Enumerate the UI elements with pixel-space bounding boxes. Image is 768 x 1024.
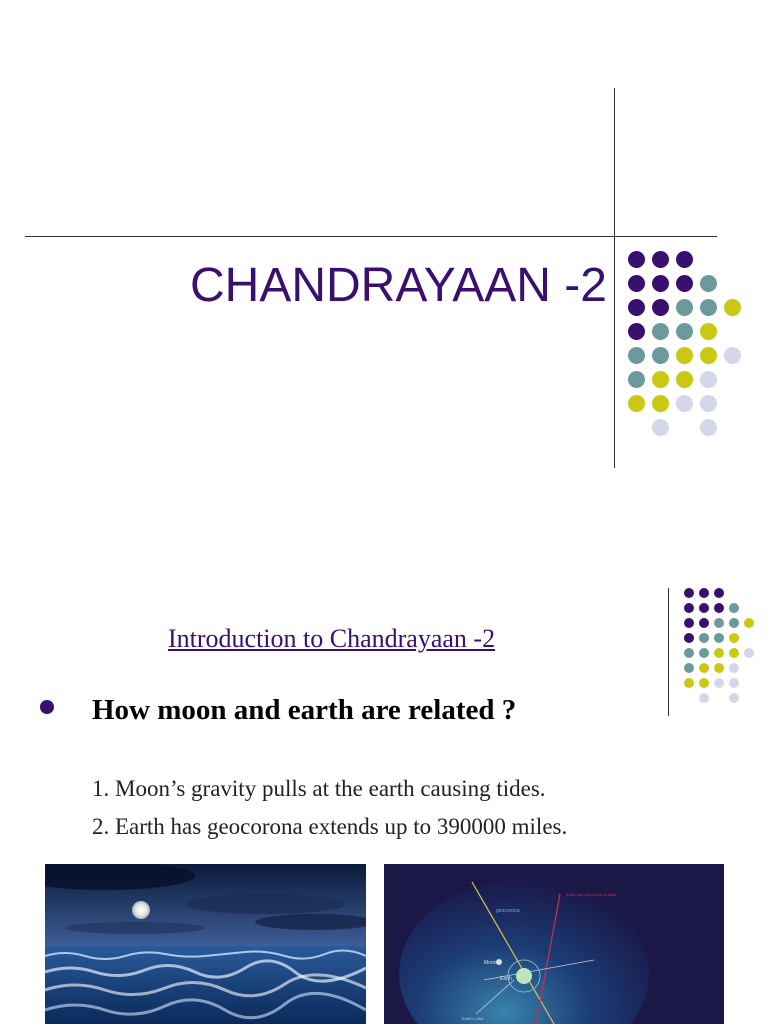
decorative-dot (628, 395, 645, 412)
decorative-dot-grid-large (0, 0, 768, 480)
diagram-label: geocorona (496, 908, 520, 914)
slide-title: CHANDRAYAAN -2 (190, 259, 607, 312)
decorative-dot (676, 395, 693, 412)
decorative-dot (729, 618, 739, 628)
decorative-dot (676, 275, 693, 292)
decorative-dot (724, 299, 741, 316)
decorative-dot (700, 371, 717, 388)
decorative-dot (700, 395, 717, 412)
decorative-dot (699, 678, 709, 688)
decorative-dot (714, 588, 724, 598)
decorative-dot (729, 648, 739, 658)
decorative-dot (729, 693, 739, 703)
decorative-dot (714, 633, 724, 643)
decorative-dot (699, 588, 709, 598)
decorative-dot (676, 323, 693, 340)
bullet-dot (40, 700, 54, 714)
decorative-dot (684, 633, 694, 643)
decorative-dot (714, 648, 724, 658)
decorative-dot (684, 678, 694, 688)
decorative-dot (700, 299, 717, 316)
decorative-dot (652, 419, 669, 436)
moon-icon (132, 901, 150, 919)
decorative-dot (729, 603, 739, 613)
decorative-dot (684, 603, 694, 613)
point-item: 2. Earth has geocorona extends up to 390000 miles. (92, 814, 568, 839)
decorative-dot (729, 678, 739, 688)
decorative-dot (652, 299, 669, 316)
decorative-dot (699, 663, 709, 673)
decorative-dot (700, 323, 717, 340)
ocean-moon-image (45, 864, 366, 1024)
decorative-dot (699, 633, 709, 643)
geocorona-diagram-image (384, 864, 724, 1024)
decorative-dot (684, 663, 694, 673)
diagram-label: Earth-sun-moon line of sight (566, 892, 617, 897)
decorative-dot (699, 648, 709, 658)
decorative-dot (729, 633, 739, 643)
question-heading: How moon and earth are related ? (92, 694, 517, 726)
diagram-label: Moon (484, 960, 497, 966)
section-heading: Introduction to Chandrayaan -2 (168, 624, 496, 653)
decorative-dot (714, 663, 724, 673)
decorative-dot (652, 371, 669, 388)
decorative-dot (628, 251, 645, 268)
decorative-dot (652, 275, 669, 292)
decorative-dot (676, 347, 693, 364)
decorative-dot (699, 603, 709, 613)
decorative-dot (700, 347, 717, 364)
decorative-dot (628, 275, 645, 292)
decorative-dot (714, 603, 724, 613)
decorative-dot (676, 371, 693, 388)
decorative-dot (744, 648, 754, 658)
decorative-dot (684, 588, 694, 598)
decorative-dot (714, 618, 724, 628)
decorative-dot (652, 395, 669, 412)
diagram-label: Earth's orbit (462, 1016, 484, 1021)
decorative-dot (628, 347, 645, 364)
diagram-label: Earth (500, 976, 512, 982)
decorative-dot (699, 693, 709, 703)
decorative-dot (652, 347, 669, 364)
decorative-dot (676, 299, 693, 316)
decorative-dot (684, 618, 694, 628)
decorative-dot (714, 678, 724, 688)
decorative-dot (628, 299, 645, 316)
decorative-dot (628, 323, 645, 340)
decorative-dot (699, 618, 709, 628)
decorative-dot (652, 251, 669, 268)
decorative-dot (700, 275, 717, 292)
decorative-dot (744, 618, 754, 628)
decorative-dot (628, 371, 645, 388)
decorative-dot (700, 419, 717, 436)
decorative-dot (676, 251, 693, 268)
point-item: 1. Moon’s gravity pulls at the earth causing tides. (92, 776, 546, 801)
decorative-dot (729, 663, 739, 673)
decorative-dot (652, 323, 669, 340)
decorative-dot (684, 648, 694, 658)
decorative-dot (724, 347, 741, 364)
